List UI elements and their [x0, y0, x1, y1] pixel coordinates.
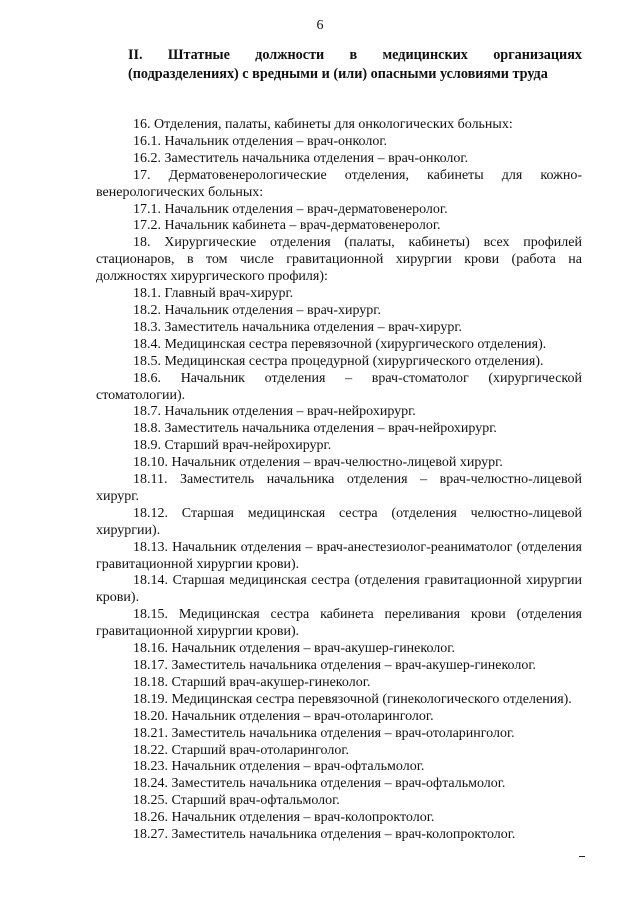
list-item: 18.21. Заместитель начальника отделения – врач-отоларинголог. [133, 725, 515, 741]
list-item: 18.24. Заместитель начальника отделения – врач-офтальмолог. [133, 776, 506, 792]
list-item: 18.23. Начальник отделения – врач-офтальмолог. [133, 759, 425, 775]
list-item: 18.2. Начальник отделения – врач-хирург. [133, 302, 381, 318]
page-number: 6 [316, 18, 324, 33]
list-item: 18.26. Начальник отделения – врач-колопроктолог. [133, 810, 435, 826]
list-item: 18.17. Заместитель начальника отделения – врач-акушер-гинеколог. [133, 658, 537, 673]
scan-mark [579, 856, 585, 857]
list-item: 18.16. Начальник отделения – врач-акушер-гинеколог. [133, 641, 455, 657]
list-item: 17.1. Начальник отделения – врач-дерматовенеролог. [133, 201, 448, 217]
list-item: 16.1. Начальник отделения – врач-онколог. [133, 133, 388, 149]
section-heading: II. Штатные должности в медицинских организациях (подразделениях) с вредными и (или) опасными условиями труда [128, 47, 582, 82]
list-item: 18.20. Начальник отделения – врач-отоларинголог. [133, 708, 434, 724]
list-item: 18.14. Старшая медицинская сестра (отделения гравитационной хирургии крови). [96, 573, 582, 606]
list-item: 16. Отделения, палаты, кабинеты для онкологических больных: [133, 117, 513, 132]
list-item: 18. Хирургические отделения (палаты, кабинеты) всех профилей стационаров, в том числе гравитационной хирургии крови (работа на должностях хирургического профиля): [96, 235, 582, 285]
list-item: 17.2. Начальник кабинета – врач-дерматовенеролог. [133, 218, 441, 234]
list-item: 18.13. Начальник отделения – врач-анестезиолог-реаниматолог (отделения гравитационной хирургии крови). [96, 539, 582, 572]
list-item: 16.2. Заместитель начальника отделения – врач-онколог. [133, 150, 469, 166]
list-item: 18.4. Медицинская сестра перевязочной (хирургического отделения). [133, 336, 547, 352]
list-item: 18.5. Медицинская сестра процедурной (хирургического отделения). [133, 353, 544, 369]
list-item: 18.19. Медицинская сестра перевязочной (гинекологического отделения). [133, 691, 572, 707]
list-item: 18.9. Старший врач-нейрохирург. [133, 438, 332, 454]
list-item: 18.10. Начальник отделения – врач-челюстно-лицевой хирург. [133, 455, 503, 471]
list-item: 18.6. Начальник отделения – врач-стоматолог (хирургической стоматологии). [96, 370, 582, 403]
list-item: 18.7. Начальник отделения – врач-нейрохирург. [133, 404, 416, 420]
list-item: 18.18. Старший врач-акушер-гинеколог. [133, 674, 371, 690]
list-item: 18.1. Главный врач-хирург. [133, 286, 294, 302]
list-item: 17. Дерматовенерологические отделения, кабинеты для кожно-венерологических больных: [96, 167, 582, 200]
list-item: 18.27. Заместитель начальника отделения – врач-колопроктолог. [133, 827, 516, 843]
list-item: 18.25. Старший врач-офтальмолог. [133, 793, 340, 809]
list-item: 18.15. Медицинская сестра кабинета переливания крови (отделения гравитационной хирургии крови). [96, 607, 582, 640]
list-item: 18.12. Старшая медицинская сестра (отделения челюстно-лицевой хирургии). [96, 505, 582, 538]
document-body [96, 117, 582, 844]
list-item: 18.11. Заместитель начальника отделения – врач-челюстно-лицевой хирург. [96, 472, 582, 504]
list-item: 18.22. Старший врач-отоларинголог. [133, 742, 349, 758]
list-item: 18.3. Заместитель начальника отделения – врач-хирург. [133, 319, 463, 335]
list-item: 18.8. Заместитель начальника отделения – врач-нейрохирург. [133, 421, 497, 437]
